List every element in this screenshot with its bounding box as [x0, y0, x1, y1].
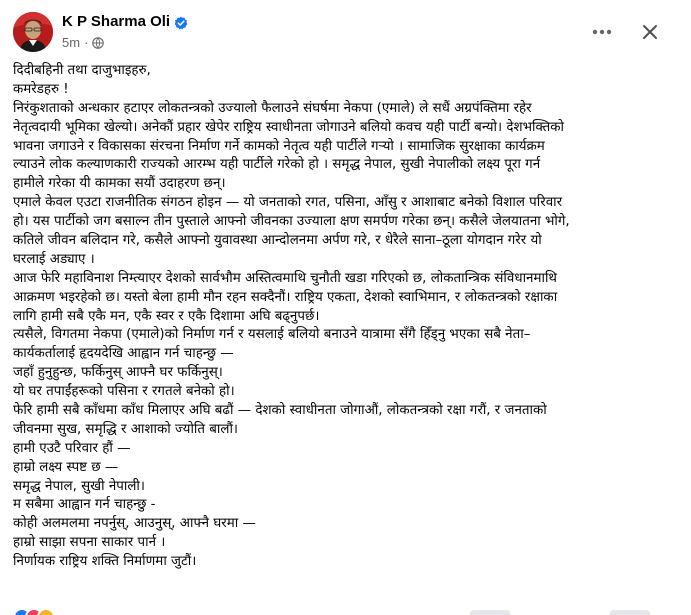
- post-text-line: त्यसैले, विगतमा नेकपा (एमाले)को निर्माण गर्न र यसलाई बलियो बनाउने यात्रामा सँगै हिँड्नु भएका सबै नेता–: [13, 327, 531, 343]
- post-text-line: हाम्रो साझा सपना साकार पार्न ।: [13, 535, 166, 551]
- post-text-line: घरलाई अड्याए ।: [13, 251, 95, 267]
- post-text-line: हामीले गरेका यी कामका सयौं उदाहरण छन्।: [13, 176, 226, 192]
- post-text-line: कार्यकर्तालाई हृदयदेखि आह्वान गर्न चाहन्छु —: [13, 346, 234, 362]
- post-text-line: दिदीबहिनी तथा दाजुभाइहरु,: [13, 63, 151, 78]
- post-text-line: यो घर तपाईंहरूको पसिना र रगतले बनेको हो।: [13, 384, 235, 400]
- author-name[interactable]: K P Sharma Oli: [62, 13, 171, 30]
- share-count[interactable]: [610, 610, 650, 615]
- author-avatar[interactable]: [13, 12, 53, 52]
- globe-icon[interactable]: [92, 37, 104, 49]
- post-text-line: समृद्ध नेपाल, सुखी नेपाली।: [13, 478, 145, 494]
- post-text-line: निर्णायक राष्ट्रिय शक्ति निर्माणमा जुटौं।: [13, 554, 197, 570]
- avatar-portrait: [13, 12, 53, 52]
- post-body: [13, 62, 681, 572]
- post-text-line: जीवनमा सुख, समृद्धि र आशाको ज्योति बालौं।: [13, 421, 239, 437]
- post-text-line: निरंकुशताको अन्धकार हटाएर लोकतन्त्रको उज्यालो फैलाउने संघर्षमा नेकपा (एमाले) ले सधैं अग्रपंक्तिमा रहेर: [13, 100, 532, 116]
- post-text-line: भावना जगाउने र विकासका संरचना निर्माण गर्ने कामको नेतृत्व यही पार्टीले गर्‍यो । सामाजिक सुरक्षाका कार्यक्रम: [13, 138, 545, 154]
- close-button[interactable]: [634, 16, 666, 48]
- post-text-line: कोही अलमलमा नपर्नुस्, आउनुस्, आफ्नै घरमा —: [13, 516, 256, 532]
- post-text-line: एमाले केवल एउटा राजनीतिक संगठन होइन — यो जनताको रगत, पसिना, आँसु र आशाबाट बनेको विशाल परिवार: [13, 195, 563, 211]
- post-text-line: ल्याउने लोक कल्याणकारी राज्यको आरम्भ यही पार्टीले गरेको हो । समृद्ध नेपाल, सुखी नेपालीको लक्ष्य पूरा गर्न: [13, 157, 541, 173]
- post-text-line: लागि हामी सबै एकै मन, एकै स्वर र एकै दिशामा अघि बढ्नुपर्छ।: [13, 308, 320, 324]
- post-text-line: नेतृत्वदायी भूमिका खेल्यो। अनेकौं प्रहार खेपेर राष्ट्रिय स्वाधीनता जोगाउने बलियो कवच यही पार्टी बन्यो। देशभक्तिको: [13, 119, 565, 135]
- post-text-line: आक्रमण भइरहेको छ। यस्तो बेला हामी मौन रहन सक्दैनौं। राष्ट्रिय एकता, देशको स्वाभिमान, र लोकतन्त्रको रक्षाका: [13, 289, 558, 305]
- close-icon: [642, 24, 658, 40]
- verified-badge-icon: [174, 15, 188, 29]
- care-reaction-icon: [37, 608, 55, 615]
- post-text-line: हाम्रो लक्ष्य स्पष्ट छ —: [13, 459, 119, 475]
- more-options-icon: [592, 29, 612, 35]
- post-header: [0, 0, 691, 58]
- comment-count[interactable]: [470, 610, 510, 615]
- post-text-line: फेरि हामी सबै काँधमा काँध मिलाएर अघि बढौं — देशको स्वाधीनता जोगाऔं, लोकतन्त्रको रक्षा गरौं, र जनताको: [13, 403, 547, 419]
- reactions-bar: [0, 604, 691, 615]
- post-text-line: हो। यस पार्टीको जग बसाल्न तीन पुस्ताले आफ्नो जीवनका उज्याला क्षण समर्पण गरेका छन्। कसैले जेलयातना भोगे,: [13, 214, 570, 230]
- post-text-line: आज फेरि महाविनाश निम्त्याएर देशको सार्वभौम अस्तित्वमाथि चुनौती खडा गरिएको छ, लोकतान्त्रिक संविधानमाथि: [13, 270, 557, 286]
- post-text-line: कतिले जीवन बलिदान गरे, कसैले आफ्नो युवावस्था आन्दोलनमा अर्पण गरे, र धेरैले साना–ठूला योगदान गरेर यो: [13, 233, 542, 249]
- meta-separator: ·: [84, 35, 89, 50]
- more-options-button[interactable]: [586, 16, 618, 48]
- post-text-line: जहाँ हुनुहुन्छ, फर्किनुस् आफ्नै घर फर्किनुस्।: [13, 365, 223, 381]
- post-timestamp[interactable]: 5m: [62, 35, 81, 50]
- reaction-icons[interactable]: [13, 608, 49, 615]
- post-text-line: म सबैमा आह्वान गर्न चाहन्छु -: [13, 497, 156, 513]
- post-meta: [62, 35, 104, 50]
- author-line: [62, 13, 188, 30]
- post-text-line: कमरेडहरु !: [13, 81, 69, 97]
- post-text-line: हामी एउटै परिवार हौं —: [13, 440, 131, 456]
